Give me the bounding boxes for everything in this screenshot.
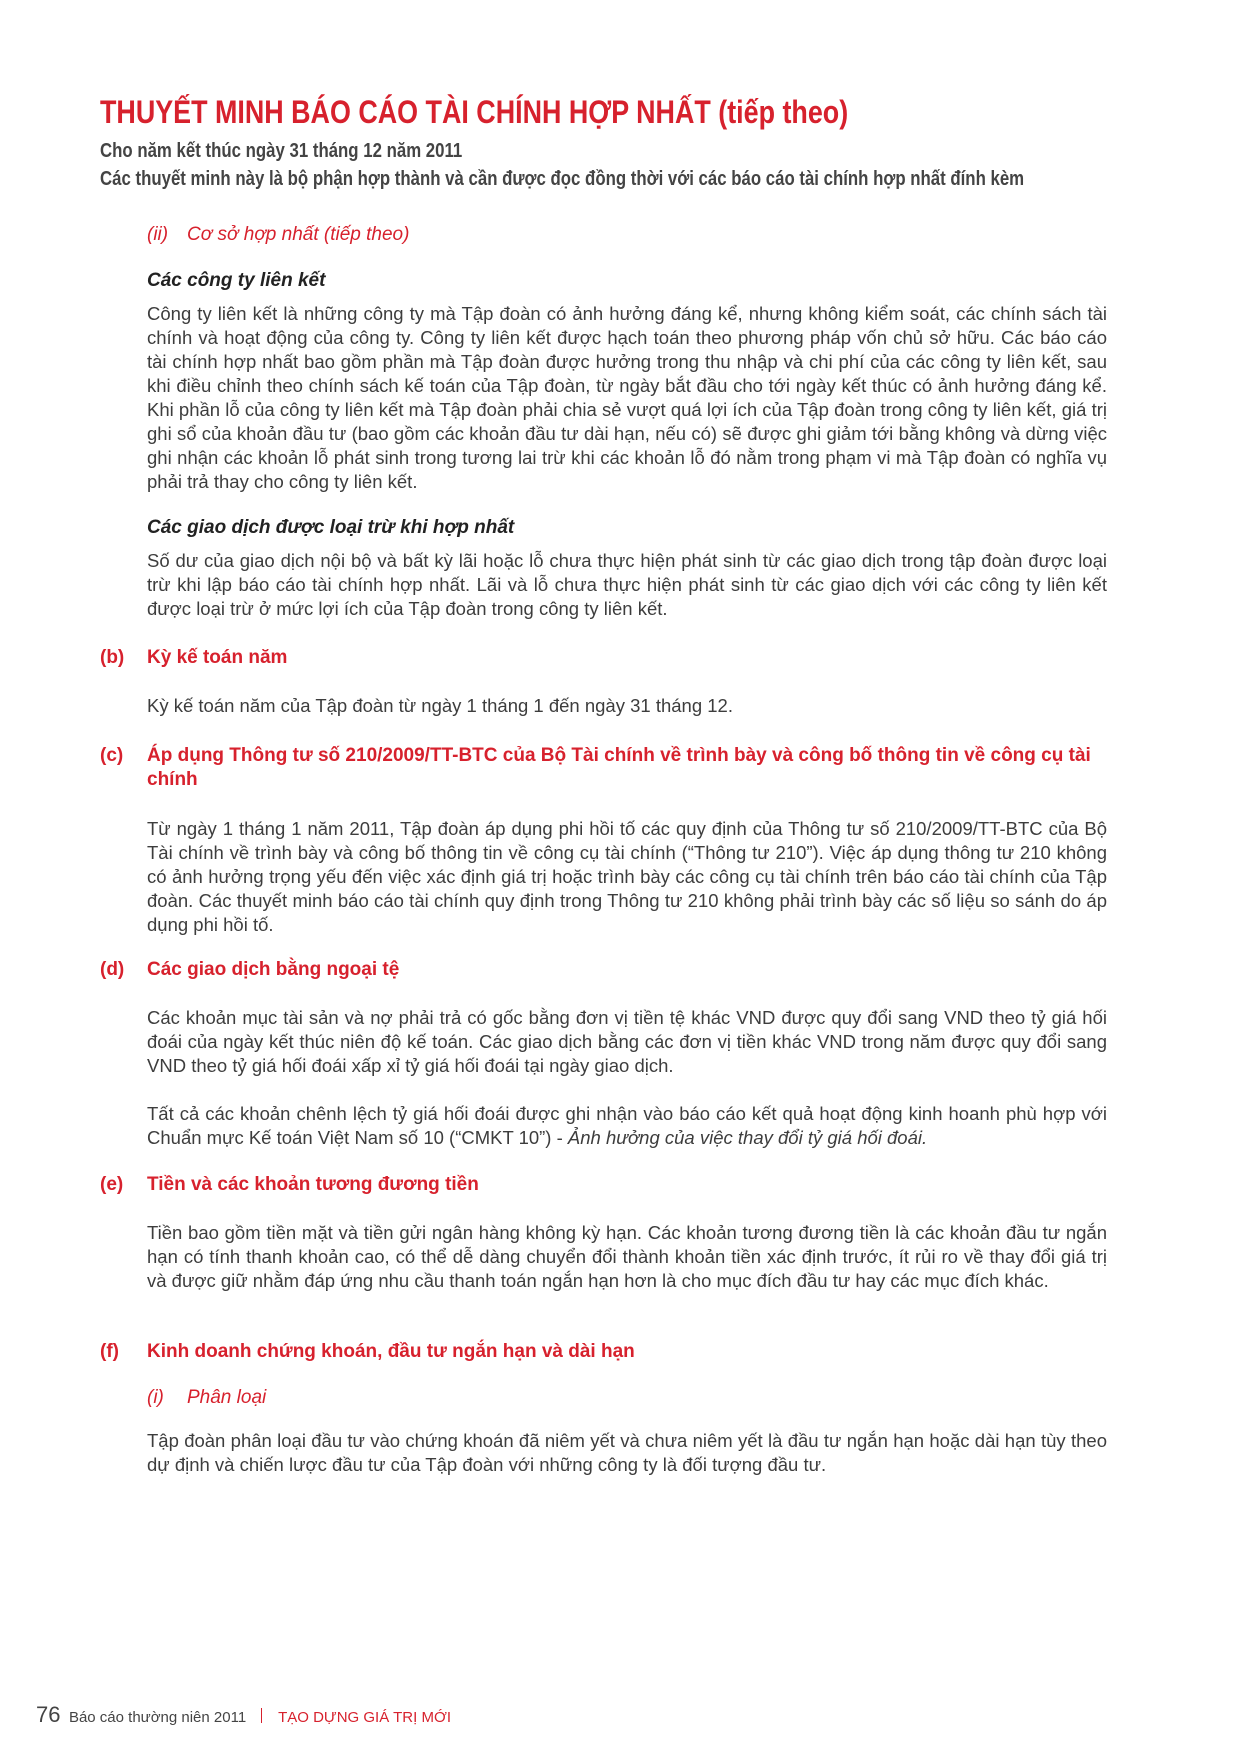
section-e-paragraph: Tiền bao gồm tiền mặt và tiền gửi ngân hàng không kỳ hạn. Các khoản tương đương tiền là các khoản đầu tư ngắn hạn có tính thanh khoản cao, có thể dễ dàng chuyển đổi thành khoản tiền xác định trước, ít rủi ro về thay đổi giá trị và được giữ nhằm đáp ứng nhu cầu thanh toán ngắn hạn hơn là cho mục đích đầu tư hay các mục đích khác. bbox=[147, 1222, 1107, 1291]
elimination-paragraph: Số dư của giao dịch nội bộ và bất kỳ lãi hoặc lỗ chưa thực hiện phát sinh từ các giao dịch trong tập đoàn được loại trừ khi lập báo cáo tài chính hợp nhất. Lãi và lỗ chưa thực hiện phát sinh từ các giao dịch với các công ty liên kết được loại trừ ở mức lợi ích của Tập đoàn trong công ty liên kết. bbox=[147, 550, 1107, 619]
section-b-paragraph: Kỳ kế toán năm của Tập đoàn từ ngày 1 tháng 1 đến ngày 31 tháng 12. bbox=[147, 695, 733, 716]
section-d-label: (d) bbox=[100, 959, 125, 980]
elimination-block bbox=[147, 517, 1107, 539]
section-b-heading bbox=[100, 646, 1110, 670]
section-d-paragraph-2 bbox=[147, 1102, 1107, 1150]
section-e-heading bbox=[100, 1173, 1110, 1197]
associates-block bbox=[147, 270, 1107, 292]
section-f-label: (f) bbox=[100, 1341, 119, 1362]
page-footer bbox=[36, 1702, 451, 1728]
section-c-paragraph: Từ ngày 1 tháng 1 năm 2011, Tập đoàn áp dụng phi hồi tố các quy định của Thông tư số 210/2009/TT-BTC của Bộ Tài chính về trình bày và công bố thông tin về công cụ tài chính (“Thông tư 210”). Việc áp dụng thông tư 210 không có ảnh hưởng trọng yếu đến việc xác định giá trị hoặc trình bày các công cụ tài chính trên báo cáo tài chính của Tập đoàn. Các thuyết minh báo cáo tài chính quy định trong Thông tư 210 không phải trình bày các số liệu so sánh do áp dụng phi hồi tố. bbox=[147, 818, 1107, 935]
section-b-label: (b) bbox=[100, 647, 125, 668]
section-e-label: (e) bbox=[100, 1174, 124, 1195]
associates-heading: Các công ty liên kết bbox=[147, 270, 326, 291]
page-subtitle-note: Các thuyết minh này là bộ phận hợp thành và cần được đọc đồng thời với các báo cáo tài chính hợp nhất đính kèm bbox=[100, 168, 1025, 190]
section-c-heading bbox=[100, 744, 1110, 792]
section-d-title: Các giao dịch bằng ngoại tệ bbox=[147, 959, 400, 980]
section-f-sub-title: Phân loại bbox=[187, 1387, 267, 1408]
section-f-heading bbox=[100, 1340, 1110, 1364]
page-number: 76 bbox=[36, 1702, 61, 1727]
section-e-title: Tiền và các khoản tương đương tiền bbox=[147, 1174, 479, 1195]
footer-divider bbox=[261, 1708, 262, 1723]
section-d-paragraph-2-italic: Ảnh hưởng của việc thay đổi tỷ giá hối đoái. bbox=[567, 1127, 928, 1148]
section-f-paragraph: Tập đoàn phân loại đầu tư vào chứng khoán đã niêm yết và chưa niêm yết là đầu tư ngắn hạn hoặc dài hạn tùy theo dự định và chiến lược đầu tư của Tập đoàn với những công ty là đối tượng đầu tư. bbox=[147, 1430, 1107, 1475]
page-title: THUYẾT MINH BÁO CÁO TÀI CHÍNH HỢP NHẤT (tiếp theo) bbox=[100, 94, 849, 130]
footer-report-name: Báo cáo thường niên 2011 bbox=[68, 1709, 247, 1726]
section-c-title: Áp dụng Thông tư số 210/2009/TT-BTC của Bộ Tài chính về trình bày và công bố thông tin về công cụ tài chính bbox=[147, 745, 1091, 790]
elimination-heading: Các giao dịch được loại trừ khi hợp nhất bbox=[147, 517, 515, 538]
section-d-heading bbox=[100, 958, 1110, 982]
section-f-title: Kinh doanh chứng khoán, đầu tư ngắn hạn và dài hạn bbox=[147, 1341, 635, 1362]
section-b-title: Kỳ kế toán năm bbox=[147, 647, 288, 668]
section-f-sub-heading bbox=[147, 1387, 1107, 1409]
section-f-sub-number: (i) bbox=[147, 1387, 164, 1408]
section-d-paragraph-2-text: Tất cả các khoản chênh lệch tỷ giá hối đoái được ghi nhận vào báo cáo kết quả hoạt động kinh hoanh phù hợp với Chuẩn mực Kế toán Việt Nam số 10 (“CMKT 10”) - bbox=[147, 1103, 1107, 1148]
section-ii-title: Cơ sở hợp nhất (tiếp theo) bbox=[187, 224, 410, 245]
page-subtitle-period: Cho năm kết thúc ngày 31 tháng 12 năm 2011 bbox=[100, 140, 463, 162]
footer-tagline: TẠO DỰNG GIÁ TRỊ MỚI bbox=[278, 1709, 451, 1726]
section-ii-heading bbox=[147, 224, 1107, 246]
section-d-paragraph-1: Các khoản mục tài sản và nợ phải trả có gốc bằng đơn vị tiền tệ khác VND được quy đổi sang VND theo tỷ giá hối đoái của ngày kết thúc niên độ kế toán. Các giao dịch bằng các đơn vị tiền khác VND trong năm được quy đổi sang VND theo tỷ giá hối đoái xấp xỉ tỷ giá hối đoái tại ngày giao dịch. bbox=[147, 1007, 1107, 1076]
section-c-label: (c) bbox=[100, 745, 124, 766]
section-ii-number: (ii) bbox=[147, 224, 169, 245]
associates-paragraph: Công ty liên kết là những công ty mà Tập đoàn có ảnh hưởng đáng kể, nhưng không kiểm soát, các chính sách tài chính và hoạt động của công ty. Công ty liên kết được hạch toán theo phương pháp vốn chủ sở hữu. Các báo cáo tài chính hợp nhất bao gồm phần mà Tập đoàn được hưởng trong thu nhập và chi phí của các công ty liên kết, sau khi điều chỉnh theo chính sách kế toán của Tập đoàn, từ ngày bắt đầu cho tới ngày kết thúc có ảnh hưởng đáng kể. Khi phần lỗ của công ty liên kết mà Tập đoàn phải chia sẻ vượt quá lợi ích của Tập đoàn trong công ty liên kết, giá trị ghi sổ của khoản đầu tư (bao gồm các khoản đầu tư dài hạn, nếu có) sẽ được ghi giảm tới bằng không và dừng việc ghi nhận các khoản lỗ phát sinh trong tương lai trừ khi các khoản lỗ đó nằm trong phạm vi mà Tập đoàn có nghĩa vụ phải trả thay cho công ty liên kết. bbox=[147, 303, 1107, 492]
